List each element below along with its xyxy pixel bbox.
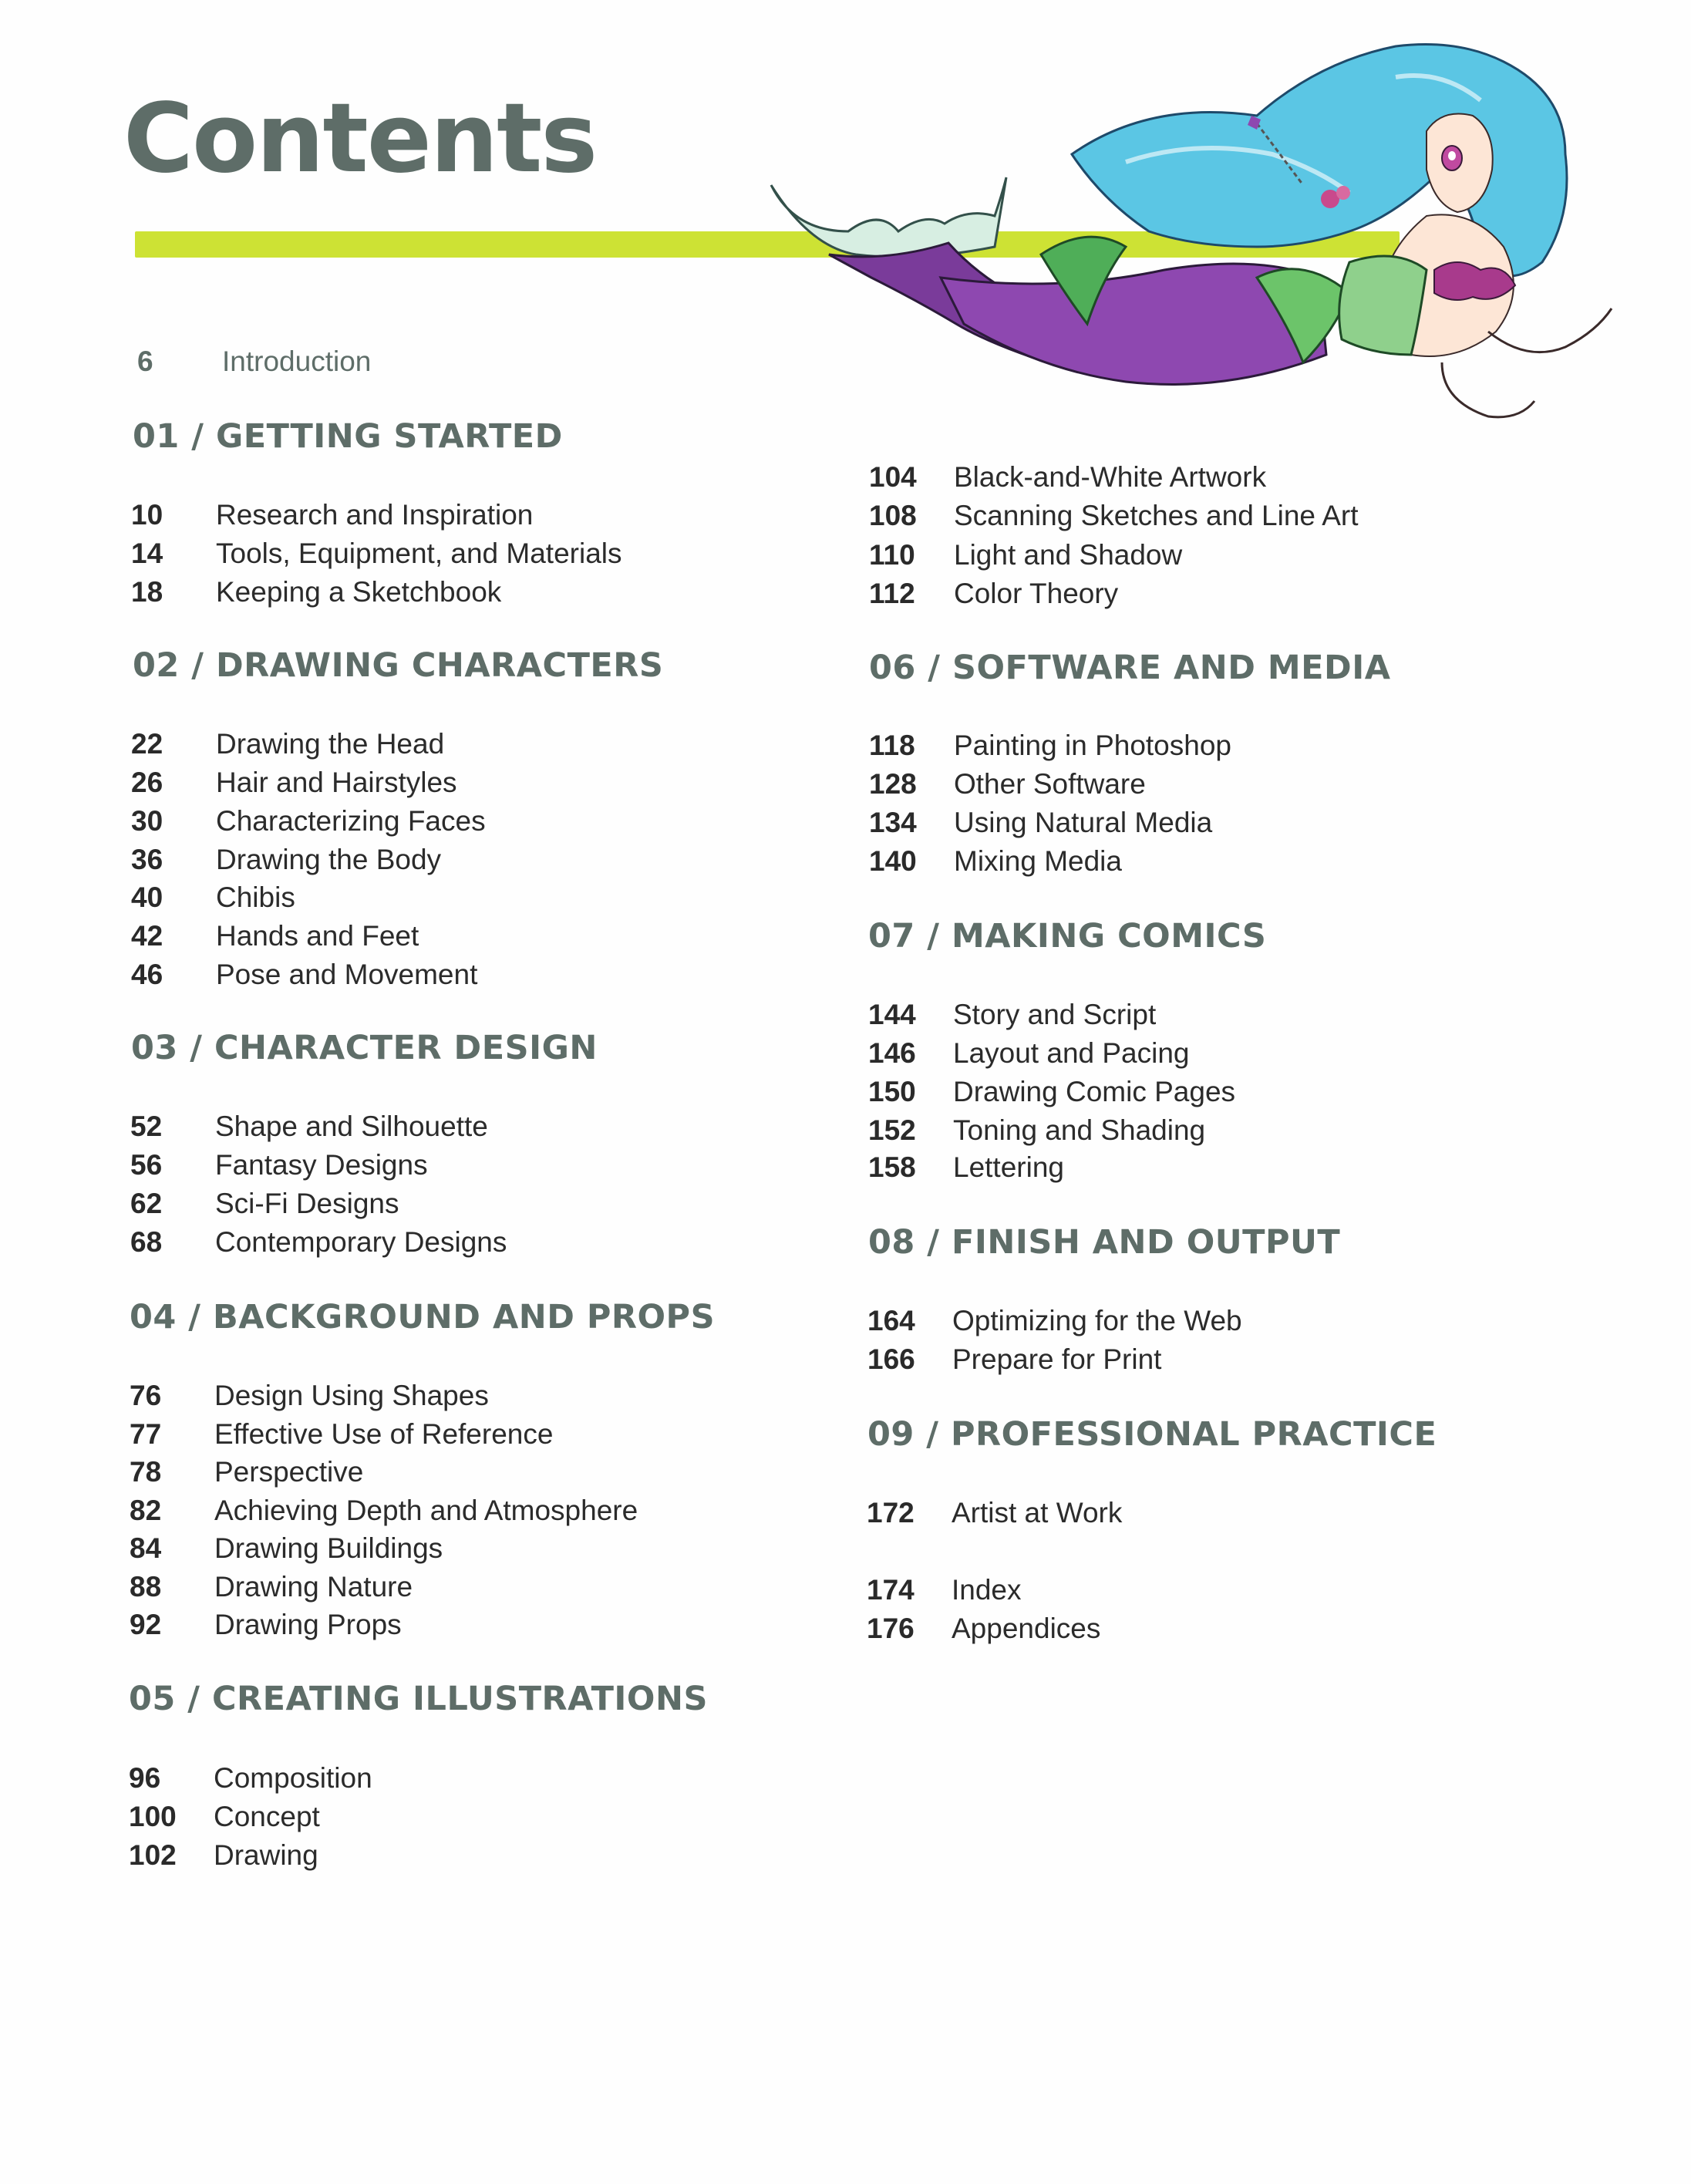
toc-entry[interactable] bbox=[131, 956, 478, 994]
toc-entry[interactable] bbox=[130, 1453, 364, 1491]
entry-label: Scanning Sketches and Line Art bbox=[954, 500, 1359, 531]
toc-entry[interactable] bbox=[131, 496, 534, 534]
entry-label: Other Software bbox=[954, 768, 1146, 800]
page-number: 100 bbox=[129, 1801, 177, 1832]
entry-label: Artist at Work bbox=[952, 1497, 1123, 1528]
entry-label: Design Using Shapes bbox=[214, 1380, 489, 1411]
section-heading-04: 04 / BACKGROUND AND PROPS bbox=[130, 1298, 716, 1336]
page-number: 112 bbox=[869, 578, 915, 609]
entry-label: Toning and Shading bbox=[953, 1114, 1206, 1146]
page-number: 144 bbox=[868, 999, 916, 1030]
toc-entry[interactable] bbox=[129, 1759, 372, 1798]
toc-entry[interactable] bbox=[129, 1798, 320, 1836]
page-number: 164 bbox=[867, 1305, 915, 1336]
page-number: 118 bbox=[869, 730, 915, 761]
page-number: 52 bbox=[130, 1111, 163, 1142]
toc-entry[interactable] bbox=[867, 1494, 1123, 1532]
toc-entry[interactable] bbox=[131, 725, 445, 763]
page-number: 92 bbox=[130, 1609, 162, 1640]
entry-label: Using Natural Media bbox=[954, 807, 1213, 838]
toc-entry[interactable] bbox=[131, 878, 295, 917]
entry-label: Layout and Pacing bbox=[953, 1037, 1190, 1069]
page-number: 146 bbox=[868, 1037, 916, 1069]
toc-entry[interactable] bbox=[131, 534, 622, 573]
entry-label: Light and Shadow bbox=[954, 539, 1183, 571]
page-number: 110 bbox=[869, 539, 915, 571]
toc-entry[interactable] bbox=[130, 1415, 554, 1454]
entry-label: Appendices bbox=[952, 1613, 1101, 1644]
toc-entry[interactable] bbox=[869, 458, 1267, 497]
entry-label: Black-and-White Artwork bbox=[954, 461, 1267, 493]
page-number: 36 bbox=[131, 844, 163, 875]
page-number: 18 bbox=[131, 576, 163, 608]
page-number: 134 bbox=[869, 807, 917, 838]
toc-entry[interactable] bbox=[867, 1340, 1162, 1379]
toc-entry[interactable] bbox=[130, 1107, 488, 1146]
page-number: 88 bbox=[130, 1571, 162, 1603]
toc-entry-appendices[interactable] bbox=[867, 1609, 1101, 1648]
page-number: 152 bbox=[868, 1114, 916, 1146]
entry-label: Pose and Movement bbox=[216, 959, 478, 990]
toc-entry[interactable] bbox=[868, 1111, 1206, 1150]
entry-label: Hair and Hairstyles bbox=[216, 767, 457, 798]
entry-label: Contemporary Designs bbox=[215, 1226, 507, 1258]
toc-entry[interactable] bbox=[867, 1302, 1242, 1340]
entry-label: Drawing the Body bbox=[216, 844, 442, 875]
toc-entry[interactable] bbox=[130, 1529, 443, 1568]
page-number: 10 bbox=[131, 499, 163, 531]
section-heading-01: 01 / GETTING STARTED bbox=[133, 417, 563, 456]
entry-label: Drawing the Head bbox=[216, 728, 445, 760]
entry-label: Optimizing for the Web bbox=[952, 1305, 1242, 1336]
page-number: 76 bbox=[130, 1380, 162, 1411]
page-number: 140 bbox=[869, 845, 917, 877]
entry-label: Sci-Fi Designs bbox=[215, 1188, 399, 1219]
page-number: 42 bbox=[131, 920, 163, 952]
toc-entry[interactable] bbox=[130, 1146, 428, 1185]
section-heading-09: 09 / PROFESSIONAL PRACTICE bbox=[867, 1415, 1437, 1454]
toc-entry[interactable] bbox=[129, 1836, 318, 1875]
page-number: 78 bbox=[130, 1456, 162, 1488]
toc-entry-index[interactable] bbox=[867, 1571, 1022, 1609]
entry-label: Drawing bbox=[214, 1839, 318, 1871]
section-heading-03: 03 / CHARACTER DESIGN bbox=[131, 1029, 598, 1067]
toc-entry[interactable] bbox=[869, 497, 1359, 535]
entry-label: Chibis bbox=[216, 881, 295, 913]
page-title: Contents bbox=[123, 83, 597, 194]
page-number: 22 bbox=[131, 728, 163, 760]
entry-label: Painting in Photoshop bbox=[954, 730, 1231, 761]
section-heading-06: 06 / SOFTWARE AND MEDIA bbox=[869, 649, 1391, 687]
section-heading-02: 02 / DRAWING CHARACTERS bbox=[133, 646, 664, 685]
toc-entry[interactable] bbox=[130, 1377, 489, 1415]
page-number: 174 bbox=[867, 1574, 915, 1606]
entry-label: Drawing Props bbox=[214, 1609, 402, 1640]
entry-label: Tools, Equipment, and Materials bbox=[216, 538, 622, 569]
toc-entry[interactable] bbox=[869, 804, 1213, 842]
page-number: 68 bbox=[130, 1226, 163, 1258]
entry-label: Drawing Nature bbox=[214, 1571, 413, 1603]
entry-label: Mixing Media bbox=[954, 845, 1122, 877]
page-number: 108 bbox=[869, 500, 917, 531]
entry-label: Introduction bbox=[222, 345, 372, 377]
entry-label: Lettering bbox=[953, 1151, 1064, 1183]
page-number: 128 bbox=[869, 768, 917, 800]
page-number: 62 bbox=[130, 1188, 163, 1219]
page-number: 77 bbox=[130, 1418, 162, 1450]
page-number: 84 bbox=[130, 1532, 162, 1564]
toc-entry[interactable] bbox=[130, 1568, 413, 1606]
entry-label: Drawing Comic Pages bbox=[953, 1076, 1236, 1107]
entry-label: Fantasy Designs bbox=[215, 1149, 428, 1181]
toc-entry[interactable] bbox=[869, 536, 1183, 575]
toc-entry[interactable] bbox=[868, 1073, 1236, 1111]
page-number: 6 bbox=[137, 345, 153, 377]
page-number: 104 bbox=[869, 461, 917, 493]
toc-entry-introduction[interactable] bbox=[137, 342, 372, 381]
page-number: 172 bbox=[867, 1497, 915, 1528]
entry-label: Achieving Depth and Atmosphere bbox=[214, 1495, 638, 1526]
entry-label: Composition bbox=[214, 1762, 372, 1794]
toc-entry[interactable] bbox=[869, 765, 1146, 804]
entry-label: Effective Use of Reference bbox=[214, 1418, 554, 1450]
page-number: 158 bbox=[868, 1151, 916, 1183]
page-number: 46 bbox=[131, 959, 163, 990]
toc-entry[interactable] bbox=[869, 842, 1122, 881]
toc-entry[interactable] bbox=[131, 763, 457, 802]
page-number: 166 bbox=[867, 1343, 915, 1375]
section-heading-05: 05 / CREATING ILLUSTRATIONS bbox=[129, 1680, 708, 1718]
section-heading-07: 07 / MAKING COMICS bbox=[868, 917, 1267, 956]
toc-entry[interactable] bbox=[868, 1034, 1190, 1073]
page-number: 40 bbox=[131, 881, 163, 913]
toc-entry[interactable] bbox=[130, 1185, 399, 1223]
page-number: 14 bbox=[131, 538, 163, 569]
page-number: 26 bbox=[131, 767, 163, 798]
entry-label: Characterizing Faces bbox=[216, 805, 486, 837]
section-heading-08: 08 / FINISH AND OUTPUT bbox=[868, 1223, 1341, 1262]
toc-entry[interactable] bbox=[869, 575, 1119, 613]
entry-label: Index bbox=[952, 1574, 1022, 1606]
page-number: 176 bbox=[867, 1613, 915, 1644]
entry-label: Color Theory bbox=[954, 578, 1119, 609]
toc-entry[interactable] bbox=[131, 841, 442, 879]
toc-entry[interactable] bbox=[868, 1148, 1064, 1187]
entry-label: Drawing Buildings bbox=[214, 1532, 443, 1564]
mermaid-illustration bbox=[763, 0, 1627, 455]
entry-label: Perspective bbox=[214, 1456, 364, 1488]
entry-label: Story and Script bbox=[953, 999, 1157, 1030]
toc-entry[interactable] bbox=[130, 1223, 507, 1262]
page-number: 82 bbox=[130, 1495, 162, 1526]
entry-label: Concept bbox=[214, 1801, 320, 1832]
toc-entry[interactable] bbox=[131, 802, 486, 841]
toc-entry[interactable] bbox=[131, 573, 502, 612]
entry-label: Hands and Feet bbox=[216, 920, 419, 952]
page-number: 102 bbox=[129, 1839, 177, 1871]
page-number: 150 bbox=[868, 1076, 916, 1107]
entry-label: Shape and Silhouette bbox=[215, 1111, 488, 1142]
toc-entry[interactable] bbox=[869, 726, 1231, 765]
page-number: 30 bbox=[131, 805, 163, 837]
page-number: 56 bbox=[130, 1149, 163, 1181]
toc-entry[interactable] bbox=[868, 996, 1157, 1034]
entry-label: Keeping a Sketchbook bbox=[216, 576, 502, 608]
entry-label: Research and Inspiration bbox=[216, 499, 534, 531]
entry-label: Prepare for Print bbox=[952, 1343, 1162, 1375]
page-number: 96 bbox=[129, 1762, 161, 1794]
toc-entry[interactable] bbox=[131, 917, 419, 956]
toc-entry[interactable] bbox=[130, 1491, 638, 1530]
toc-entry[interactable] bbox=[130, 1606, 402, 1644]
